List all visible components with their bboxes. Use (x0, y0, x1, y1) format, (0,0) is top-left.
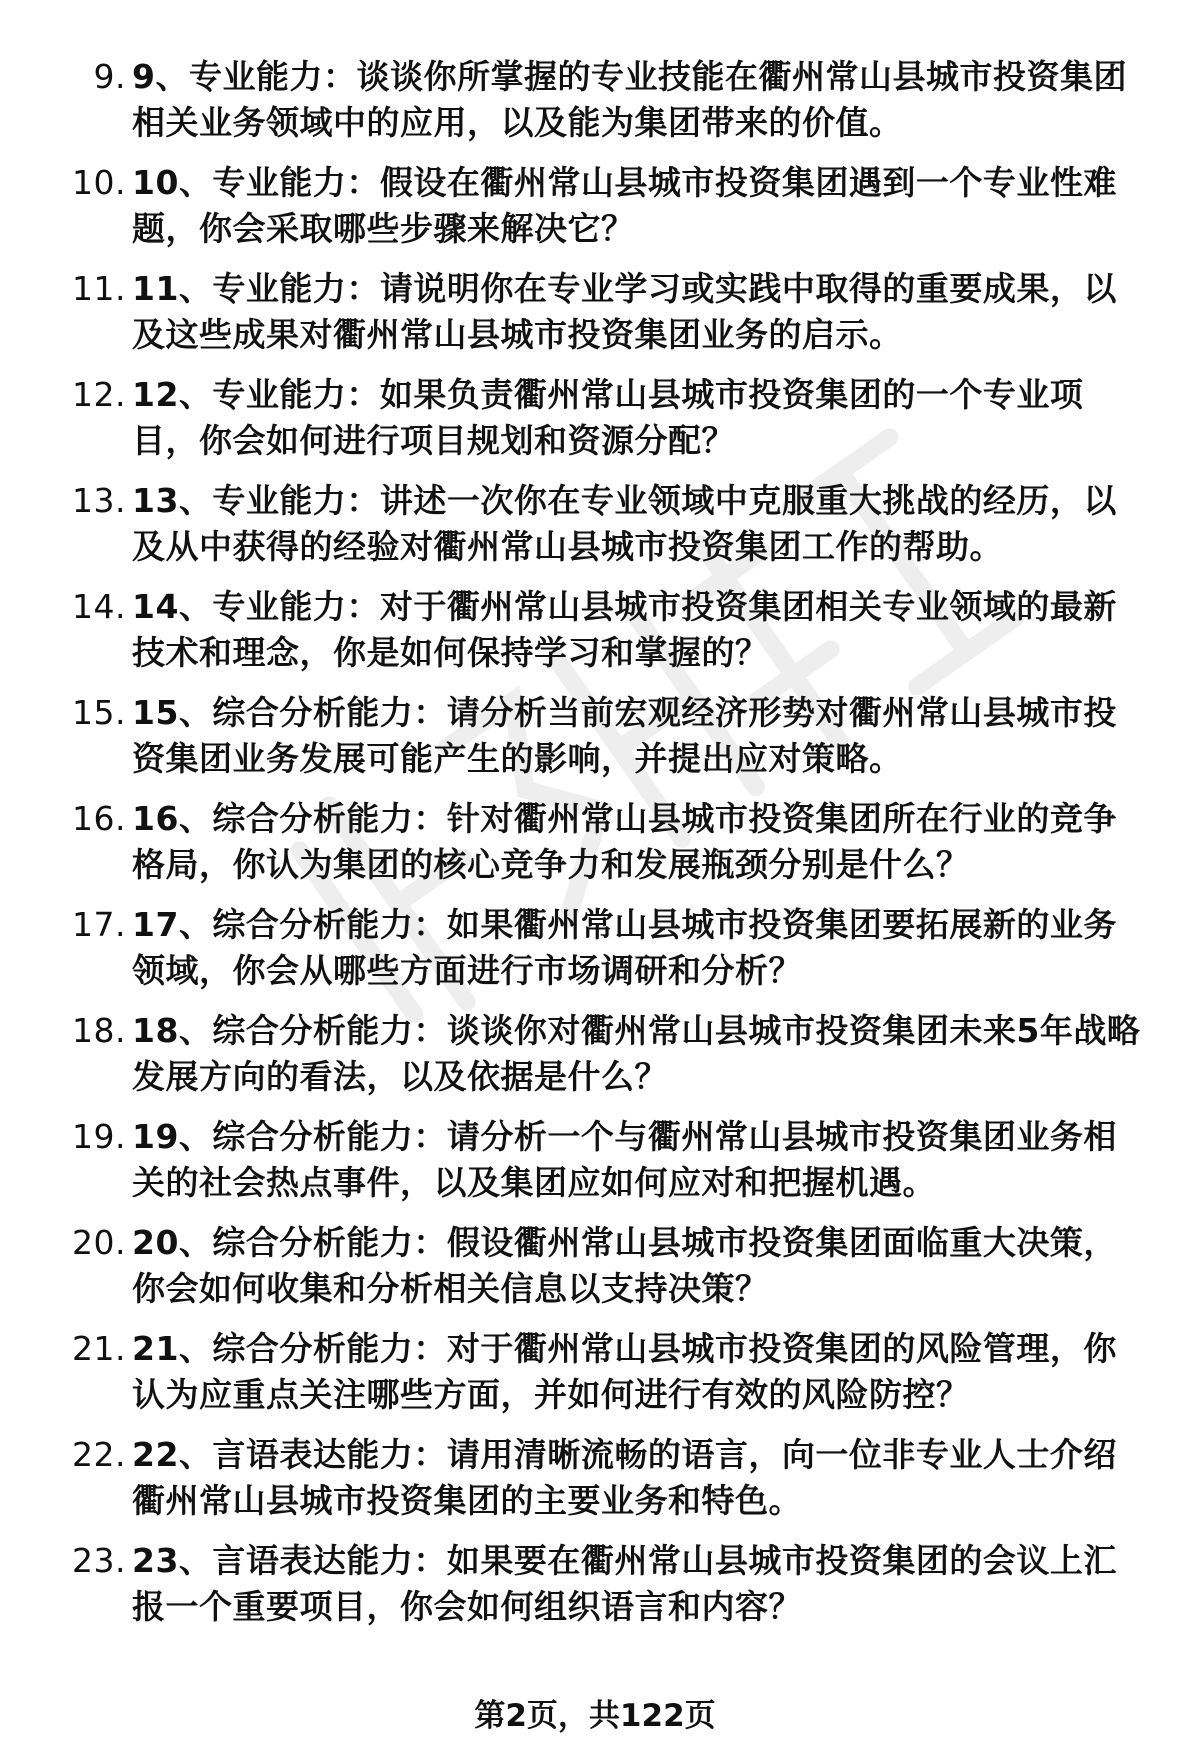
list-item-text: 20、综合分析能力：假设衢州常山县城市投资集团面临重大决策，你会如何收集和分析相关信息以支持决策？ (132, 1223, 1117, 1308)
list-item-number: 21. (72, 1329, 126, 1368)
list-item-number: 20. (72, 1223, 126, 1262)
list-item (60, 160, 1150, 252)
list-item (60, 266, 1150, 358)
list-item (60, 1538, 1150, 1630)
list-item-number: 15. (72, 693, 126, 732)
list-item-number: 18. (72, 1011, 126, 1050)
list-item-text: 14、专业能力：对于衢州常山县城市投资集团相关专业领域的最新技术和理念，你是如何保持学习和掌握的？ (132, 587, 1117, 672)
list-item-text: 9、专业能力：谈谈你所掌握的专业技能在衢州常山县城市投资集团相关业务领域中的应用，以及能为集团带来的价值。 (132, 57, 1127, 142)
list-item-text: 21、综合分析能力：对于衢州常山县城市投资集团的风险管理，你认为应重点关注哪些方面，并如何进行有效的风险防控？ (132, 1329, 1117, 1414)
list-item-text: 15、综合分析能力：请分析当前宏观经济形势对衢州常山县城市投资集团业务发展可能产生的影响，并提出应对策略。 (132, 693, 1117, 778)
list-item-number: 17. (72, 905, 126, 944)
list-item-text: 23、言语表达能力：如果要在衢州常山县城市投资集团的会议上汇报一个重要项目，你会如何组织语言和内容？ (132, 1541, 1117, 1626)
list-item (60, 1326, 1150, 1418)
page-number-label: 第2页，共122页 (474, 1698, 716, 1734)
list-item (60, 1220, 1150, 1312)
list-item-text: 13、专业能力：讲述一次你在专业领域中克服重大挑战的经历，以及从中获得的经验对衢州常山县城市投资集团工作的帮助。 (132, 481, 1117, 566)
list-item (60, 796, 1150, 888)
list-item (60, 584, 1150, 676)
list-item (60, 372, 1150, 464)
list-item-number: 22. (72, 1435, 126, 1474)
list-item-number: 13. (72, 481, 126, 520)
list-item-number: 23. (72, 1541, 126, 1580)
list-item-text: 10、专业能力：假设在衢州常山县城市投资集团遇到一个专业性难题，你会采取哪些步骤来解决它？ (132, 163, 1117, 248)
list-item-text: 12、专业能力：如果负责衢州常山县城市投资集团的一个专业项目，你会如何进行项目规划和资源分配？ (132, 375, 1084, 460)
question-list (60, 54, 1150, 1644)
list-item-number: 14. (72, 587, 126, 626)
list-item-text: 11、专业能力：请说明你在专业学习或实践中取得的重要成果，以及这些成果对衢州常山县城市投资集团业务的启示。 (132, 269, 1117, 354)
list-item (60, 1008, 1150, 1100)
list-item-number: 9. (93, 57, 126, 96)
list-item-text: 19、综合分析能力：请分析一个与衢州常山县城市投资集团业务相关的社会热点事件，以及集团应如何应对和把握机遇。 (132, 1117, 1117, 1202)
list-item (60, 1114, 1150, 1206)
list-item-number: 16. (72, 799, 126, 838)
list-item-text: 17、综合分析能力：如果衢州常山县城市投资集团要拓展新的业务领域，你会从哪些方面进行市场调研和分析？ (132, 905, 1117, 990)
list-item (60, 690, 1150, 782)
list-item-text: 18、综合分析能力：谈谈你对衢州常山县城市投资集团未来5年战略发展方向的看法，以及依据是什么？ (132, 1011, 1141, 1096)
list-item (60, 1432, 1150, 1524)
list-item (60, 54, 1150, 146)
page-footer (0, 1696, 1190, 1736)
list-item-text: 16、综合分析能力：针对衢州常山县城市投资集团所在行业的竞争格局，你认为集团的核心竞争力和发展瓶颈分别是什么？ (132, 799, 1117, 884)
list-item (60, 478, 1150, 570)
list-item-number: 19. (72, 1117, 126, 1156)
list-item (60, 902, 1150, 994)
list-item-text: 22、言语表达能力：请用清晰流畅的语言，向一位非专业人士介绍衢州常山县城市投资集团的主要业务和特色。 (132, 1435, 1117, 1520)
list-item-number: 11. (72, 269, 126, 308)
list-item-number: 12. (72, 375, 126, 414)
list-item-number: 10. (72, 163, 126, 202)
